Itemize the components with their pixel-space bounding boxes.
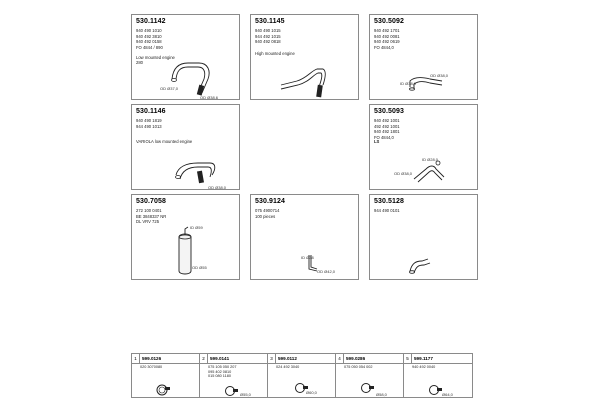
dimension-label: Ø60,0 <box>306 390 317 395</box>
accessory-cell[interactable] <box>132 354 200 397</box>
dimension-label: ID Ø38,0 <box>400 81 417 86</box>
exhaust-pipe-drawing <box>251 15 359 100</box>
accessory-code: 940 492 0040 <box>412 365 436 369</box>
part-card-530-1145[interactable] <box>250 14 359 100</box>
dimension-label: ID Ø59 <box>190 225 203 230</box>
exhaust-pipe-drawing <box>132 15 240 100</box>
accessory-part-number: 599.0141 <box>210 356 230 361</box>
part-card-530-1146[interactable] <box>131 104 240 190</box>
accessory-cell[interactable] <box>268 354 336 397</box>
accessory-part-number: 599.0126 <box>142 356 162 361</box>
clamp-icon <box>268 354 336 398</box>
fitment-note: VARIOLA low mounted engine <box>136 139 193 144</box>
fitment-note: Low mounted engine 280 <box>136 55 175 66</box>
exhaust-pipe-drawing <box>370 15 478 100</box>
clamp-icon <box>200 354 268 398</box>
item-index: 3 <box>268 354 276 364</box>
part-number: 530.1142 <box>136 18 166 25</box>
dimension-label: OD Ø38,6 <box>200 95 219 100</box>
part-number: 530.1145 <box>255 18 285 25</box>
item-index: 1 <box>132 354 140 364</box>
accessory-cell[interactable] <box>200 354 268 397</box>
part-number: 530.5093 <box>374 108 404 115</box>
accessory-part-number: 599.0286 <box>346 356 366 361</box>
accessory-part-number: 599.0112 <box>278 356 297 361</box>
part-number: 530.5128 <box>374 198 404 205</box>
dimension-label: OD Ø38,0 <box>430 73 449 78</box>
clamp-icon <box>404 354 472 398</box>
accessory-cell[interactable] <box>336 354 404 397</box>
part-number: 530.5092 <box>374 18 404 25</box>
dimension-label: OD Ø55 <box>192 265 207 270</box>
dimension-label: OD Ø42,0 <box>317 269 336 274</box>
oem-codes: 940 490 1819 944 490 1013 <box>136 118 162 129</box>
item-index: 4 <box>336 354 344 364</box>
part-card-530-1142[interactable] <box>131 14 240 100</box>
item-index: 5 <box>404 354 412 364</box>
oem-codes: 940 490 1010 940 492 3810 940 492 0158 FO 4844 / 890 <box>136 28 163 50</box>
exhaust-pipe-drawing <box>370 195 478 280</box>
dimension-label: OD Ø38,0 <box>394 171 413 176</box>
part-number: 530.9124 <box>255 198 285 205</box>
accessory-code: 075 105 050 207 095 402 0810 015 080 1180 <box>208 365 237 379</box>
accessory-code: 020 3070080 <box>140 365 163 369</box>
dimension-label: Ø58,0 <box>376 392 387 397</box>
dimension-label: OD Ø37,0 <box>160 86 179 91</box>
part-card-530-7058[interactable] <box>131 194 240 280</box>
part-card-530-9124[interactable] <box>250 194 359 280</box>
oem-codes: 272 100 0401 BE 3848337 NR DL VRV 725 <box>136 208 167 225</box>
muffler-drawing <box>132 195 240 280</box>
part-number: 530.1146 <box>136 108 166 115</box>
dimension-label: Ø55,0 <box>240 392 251 397</box>
item-index: 2 <box>200 354 208 364</box>
exhaust-pipe-drawing <box>370 105 478 190</box>
part-card-530-5128[interactable] <box>369 194 478 280</box>
accessory-code: 024 492 3040 <box>276 365 300 369</box>
part-number: 530.7058 <box>136 198 166 205</box>
accessory-strip <box>131 353 473 398</box>
oem-codes: 940 490 1015 944 492 1015 940 492 0818 <box>255 28 281 45</box>
oem-codes: 940 492 1001 492 492 1001 940 492 1801 FO 4844,0 <box>374 118 400 140</box>
oem-codes: 940 492 1701 940 492 0081 940 492 0619 FO 4844,0 <box>374 28 400 50</box>
oem-codes: 075 4900714 100 pieces <box>255 208 280 219</box>
dimension-label: ID Ø38 <box>301 255 314 260</box>
tailpipe-drawing <box>251 195 359 280</box>
clamp-icon <box>132 354 200 398</box>
dimension-label: Ø64,0 <box>442 392 453 397</box>
part-card-530-5093[interactable] <box>369 104 478 190</box>
clamp-icon <box>336 354 404 398</box>
dimension-label: ID Ø28,0 <box>422 157 439 162</box>
dimension-label: OD Ø38,0 <box>208 185 227 190</box>
fitment-note: LS <box>374 139 380 144</box>
fitment-note: High mounted engine <box>255 51 295 56</box>
oem-codes: 944 490 0101 <box>374 208 400 213</box>
part-card-530-5092[interactable] <box>369 14 478 100</box>
exhaust-pipe-drawing <box>132 105 240 190</box>
accessory-code: 075 050 054 002 <box>344 365 373 369</box>
accessory-cell[interactable] <box>404 354 472 397</box>
accessory-part-number: 599.1177 <box>414 356 433 361</box>
